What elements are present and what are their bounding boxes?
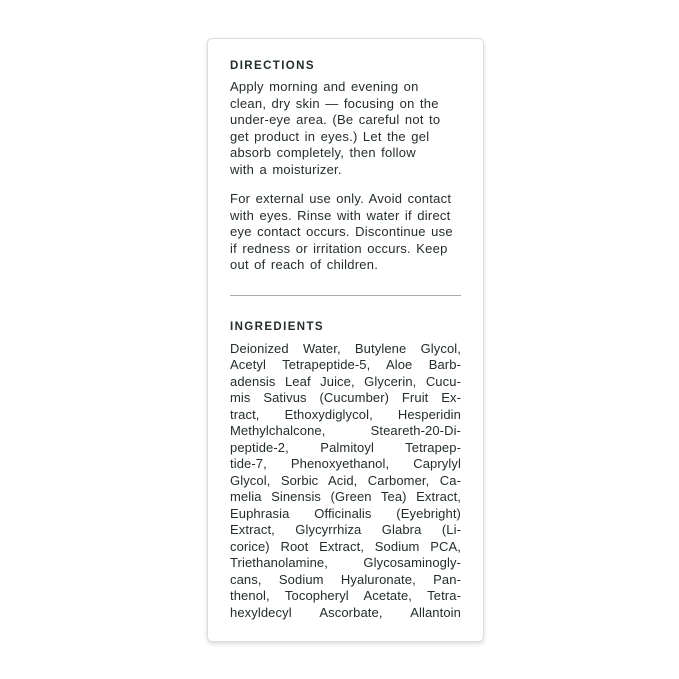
directions-warning-paragraph: [230, 191, 461, 274]
text-line: eye contact occurs. Discontinue use: [230, 224, 453, 239]
ingredients-heading: INGREDIENTS: [230, 320, 324, 333]
text-line: Acetyl Tetrapeptide-5, Aloe Barb-: [230, 357, 461, 372]
text-line: get product in eyes.) Let the gel: [230, 128, 430, 144]
text-line: mis Sativus (Cucumber) Fruit Ex-: [230, 390, 461, 405]
text-line: absorb completely, then follow: [230, 145, 416, 160]
text-line: if redness or irritation occurs. Keep: [230, 240, 448, 256]
text-line: Apply morning and evening on: [230, 79, 419, 94]
text-line: For external use only. Avoid contact: [230, 191, 452, 206]
text-line: Deionized Water, Butylene Glycol,: [230, 340, 461, 356]
section-divider: [230, 295, 461, 296]
product-label-panel: [207, 38, 484, 642]
text-line: Euphrasia Officinalis (Eyebright): [230, 505, 461, 521]
directions-heading: DIRECTIONS: [230, 60, 315, 72]
text-line: Methylchalcone, Steareth-20-Di-: [230, 423, 461, 438]
text-line: adensis Leaf Juice, Glycerin, Cucu-: [230, 373, 461, 389]
text-line: hexyldecyl Ascorbate, Allantoin: [230, 604, 461, 620]
text-line: clean, dry skin — focusing on the: [230, 95, 439, 111]
text-line: melia Sinensis (Green Tea) Extract,: [230, 489, 461, 504]
text-line: cans, Sodium Hyaluronate, Pan-: [230, 571, 461, 587]
text-line: Glycol, Sorbic Acid, Carbomer, Ca-: [230, 472, 461, 488]
text-line: out of reach of children.: [230, 257, 379, 272]
text-line: with a moisturizer.: [230, 161, 342, 177]
directions-usage-paragraph: [230, 79, 461, 178]
text-line: Extract, Glycyrrhiza Glabra (Li-: [230, 522, 461, 537]
text-line: tide-7, Phenoxyethanol, Caprylyl: [230, 456, 461, 471]
text-line: corice) Root Extract, Sodium PCA,: [230, 538, 461, 554]
ingredients-list-paragraph: [230, 341, 461, 622]
paragraph-spacer: [230, 178, 461, 191]
text-line: thenol, Tocopheryl Acetate, Tetra-: [230, 588, 461, 603]
text-line: tract, Ethoxydiglycol, Hesperidin: [230, 406, 461, 422]
text-line: under-eye area. (Be careful not to: [230, 112, 441, 127]
text-line: Triethanolamine, Glycosaminogly-: [230, 555, 461, 570]
ingredients-heading-wrap: [230, 321, 461, 333]
text-line: peptide-2, Palmitoyl Tetrapep-: [230, 439, 461, 455]
text-line: with eyes. Rinse with water if direct: [230, 207, 451, 223]
